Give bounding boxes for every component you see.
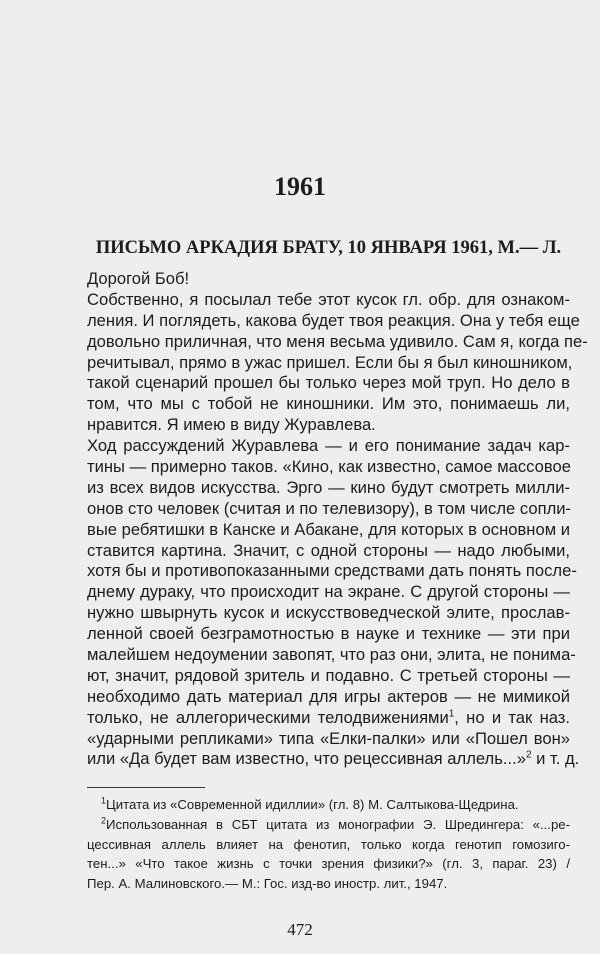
body-line: необходимо дать материал для игры актеров — не мимикой — [87, 686, 570, 706]
letter-body — [87, 269, 588, 770]
salutation: Дорогой Боб! — [87, 269, 190, 288]
footnote-text: Использованная в СБТ цитата из монографии Э. Шредингера: «...ре- — [106, 816, 570, 832]
body-line: речитывал, прямо в ужас пришел. Если бы я был киношником, — [87, 352, 573, 372]
footnote-divider — [87, 787, 205, 788]
body-line: «ударными репликами» типа «Елки-палки» или «Пошел вон» — [87, 728, 570, 748]
footnote-line: цессивная аллель влияет на фенотип, только когда генотип гомозиго- — [87, 836, 570, 852]
body-line: Собственно, я посылал тебе этот кусок гл. обр. для ознаком- — [87, 289, 570, 309]
body-text: и т. д. — [531, 749, 580, 769]
footnote-2 — [87, 815, 570, 835]
body-line: довольно приличная, что меня весьма удивило. Сам я, когда пе- — [87, 331, 588, 351]
body-line: нужно швырнуть кусок и искусствоведческой элите, прослав- — [87, 603, 570, 623]
letter-heading: ПИСЬМО АРКАДИЯ БРАТУ, 10 ЯНВАРЯ 1961, М.— Л. — [95, 238, 562, 258]
footnote-ref: 1 — [448, 708, 455, 720]
footnote-marker: 2 — [101, 815, 107, 826]
body-line: малейшем недоумении завопят, что раз они, элита, не понима- — [87, 645, 576, 665]
body-line: ставится картина. Значит, с одной стороны — надо любыми, — [87, 540, 570, 560]
footnotes — [87, 795, 570, 894]
body-line: нравится. Я имею в виду Журавлева. — [87, 415, 376, 435]
footnote-line: Пер. А. Малиновского.— М.: Гос. изд-во иностр. лит., 1947. — [87, 876, 448, 892]
body-line: онов сто человек (считая и по телевизору), в том числе сопли- — [87, 498, 572, 518]
footnote-line: тен...» «Что такое жизнь с точки зрения физики?» (гл. 3, параг. 23) / — [87, 856, 570, 872]
body-line: вые ребятишки в Канске и Абакане, для которых в основном и — [87, 519, 570, 539]
body-text: только, не аллегорическими телодвижениями — [87, 707, 449, 727]
body-line — [87, 708, 570, 729]
footnote-text: Цитата из «Современной идиллии» (гл. 8) М. Салтыкова-Щедрина. — [106, 797, 519, 812]
body-line: ления. И поглядеть, какова будет твоя реакция. Она у тебя еще — [87, 310, 580, 330]
body-line: Ход рассуждений Журавлева — и его понимание задач кар- — [87, 436, 570, 456]
chapter-year: 1961 — [274, 172, 326, 201]
footnote-1 — [87, 795, 570, 815]
footnote-marker: 1 — [101, 795, 107, 806]
body-text: или «Да будет вам известно, что рецессивная аллель...» — [87, 749, 526, 769]
body-line: такой сценарий прошел бы только через мой труп. Но дело в — [87, 373, 570, 393]
body-text: , но и так наз. — [454, 707, 570, 727]
body-line: тины — примерно таков. «Кино, как известно, самое массовое — [87, 457, 571, 477]
footnote-ref: 2 — [525, 749, 532, 761]
page-number: 472 — [287, 920, 313, 939]
body-line: из всех видов искусства. Эрго — кино будут смотреть милли- — [87, 477, 570, 497]
body-line: том, что мы с тобой не киношники. Им это, понимаешь ли, — [87, 394, 570, 414]
body-line: ют, значит, рядовой зритель и подавно. С третьей стороны — — [87, 665, 570, 685]
body-line — [87, 749, 580, 770]
body-line: хотя бы и противопоказанными средствами дать понять после- — [87, 561, 577, 581]
body-line: днему дураку, что происходит на экране. С другой стороны — — [87, 582, 570, 602]
body-line: ленной своей безграмотностью в науке и технике — эти при — [87, 624, 570, 644]
